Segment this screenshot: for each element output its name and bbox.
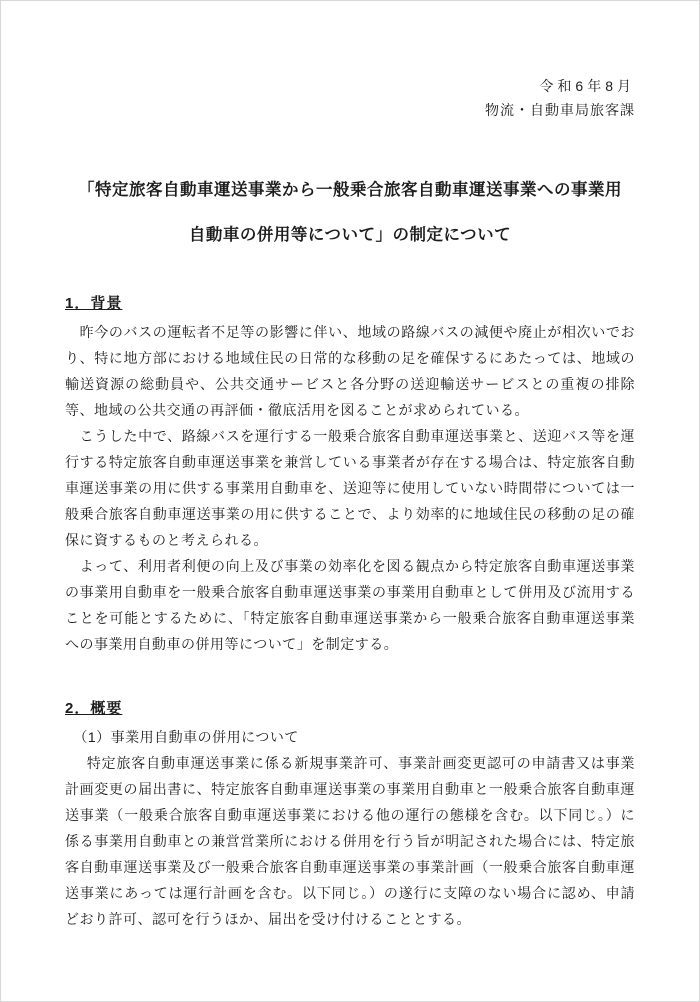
document-title xyxy=(65,168,635,258)
section-background xyxy=(65,292,635,657)
section-background-heading: 1．背景 xyxy=(65,295,123,312)
overview-subheading: （1）事業用自動車の併用について xyxy=(73,729,299,745)
background-paragraph-2: こうした中で、路線バスを運行する一般乗合旅客自動車運送事業と、送迎バス等を運行する特定旅客自動車運送事業を兼営している事業者が存在する場合は、特定旅客自動車運送事業の用に供する事業用自動車を、送迎等に使用していない時間帯については一般乗合旅客自動車運送事業の用に供することで、より効率的に地域住民の移動の足の確保に資するものと考えられる。 xyxy=(65,428,635,548)
overview-paragraph-1: 特定旅客自動車運送事業に係る新規事業許可、事業計画変更認可の申請書又は事業計画変更の届出書に、特定旅客自動車運送事業の事業用自動車と一般乗合旅客自動車運送事業（一般乗合旅客自動車運送事業における他の運行の態様を含む。以下同じ。）に係る事業用自動車との兼営営業所における併用を行う旨が明記された場合には、特定旅客自動車運送事業及び一般乗合旅客自動車運送事業の事業計画（一般乗合旅客自動車運送事業にあっては運行計画を含む。以下同じ。）の遂行に支障のない場合に認め、申請どおり許可、認可を行うほか、届出を受け付けることとする。 xyxy=(65,755,635,927)
background-paragraph-3: よって、利用者利便の向上及び事業の効率化を図る観点から特定旅客自動車運送事業の事業用自動車を一般乗合旅客自動車運送事業の事業用自動車として併用及び流用することを可能とするために、「特定旅客自動車運送事業から一般乗合旅客自動車運送事業への事業用自動車の併用等について」を制定する。 xyxy=(65,558,635,652)
document-date: 令和6年8月 xyxy=(539,78,635,94)
document-title-line2: 自動車の併用等について」の制定について xyxy=(188,226,512,244)
section-background-body xyxy=(65,319,635,657)
section-overview-heading: 2．概要 xyxy=(65,700,123,717)
section-overview-body xyxy=(65,724,635,932)
document-department: 物流・自動車局旅客課 xyxy=(485,102,635,118)
section-overview xyxy=(65,697,635,932)
document-title-line1: 「特定旅客自動車運送事業から一般乗合旅客自動車運送事業への事業用 xyxy=(78,181,622,199)
background-paragraph-1: 昨今のバスの運転者不足等の影響に伴い、地域の路線バスの減便や廃止が相次いでおり、特に地方部における地域住民の日常的な移動の足を確保するにあたっては、地域の輸送資源の総動員や、公共交通サービスと各分野の送迎輸送サービスとの重複の排除等、地域の公共交通の再評価・徹底活用を図ることが求められている。 xyxy=(65,324,635,418)
document-header xyxy=(65,74,635,122)
